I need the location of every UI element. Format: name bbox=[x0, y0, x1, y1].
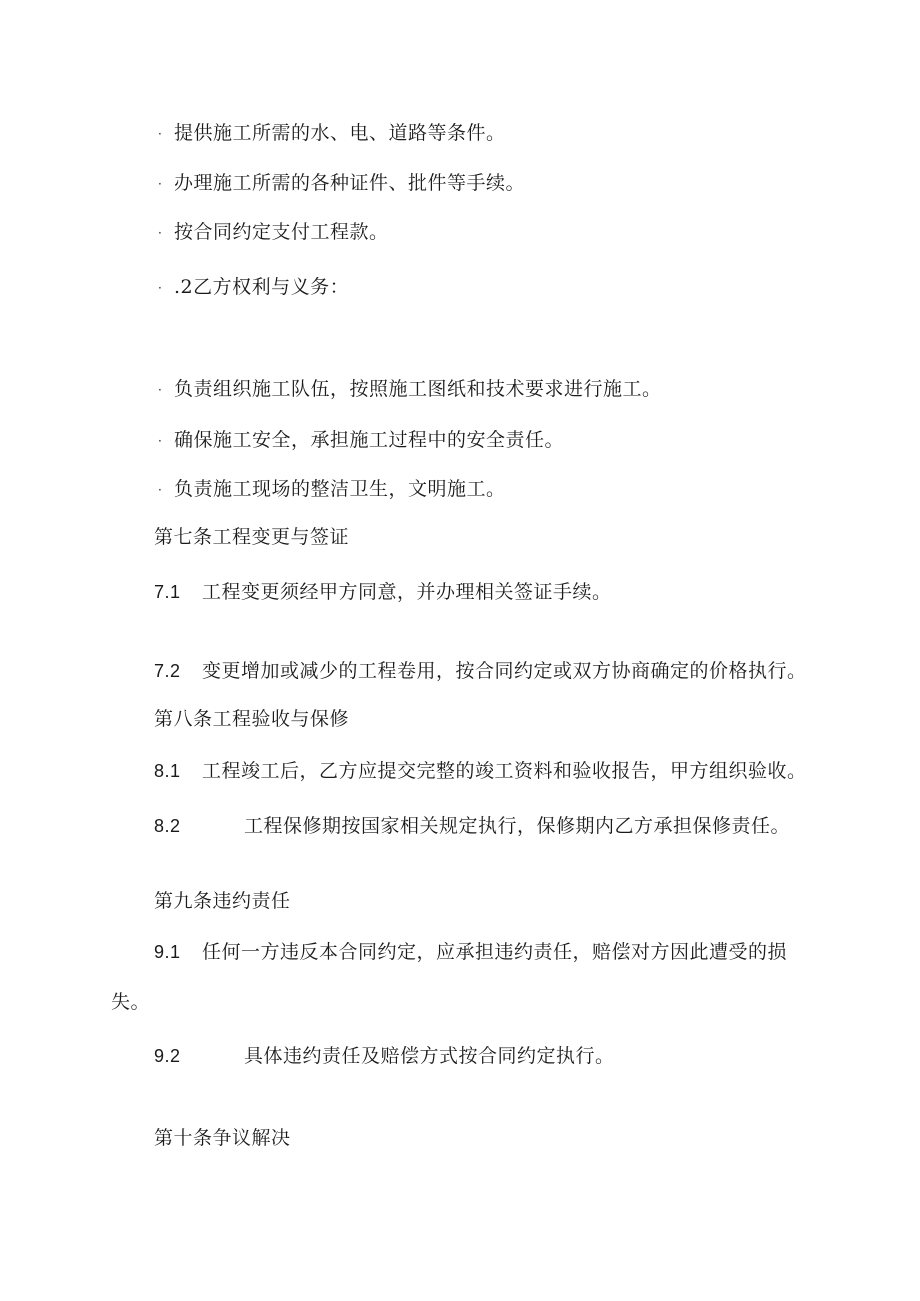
bullet-icon: · bbox=[158, 281, 163, 295]
clause-number: 9.1 bbox=[154, 942, 181, 962]
clause-8-1 bbox=[154, 758, 807, 784]
clause-text: 工程竣工后，乙方应提交完整的竣工资料和验收报告，甲方组织验收。 bbox=[202, 760, 807, 782]
bullet-icon: · bbox=[158, 483, 163, 497]
clause-text: 具体违约责任及赔偿方式按合同约定执行。 bbox=[244, 1045, 615, 1067]
list-item bbox=[158, 170, 525, 197]
list-item-text: 提供施工所需的水、电、道路等条件。 bbox=[174, 122, 506, 144]
list-item bbox=[158, 274, 349, 301]
list-item bbox=[158, 476, 506, 503]
clause-number: 7.2 bbox=[154, 661, 181, 681]
clause-number: 7.1 bbox=[154, 582, 181, 602]
clause-9-1-continuation: 失。 bbox=[111, 991, 151, 1013]
list-item-text: 办理施工所需的各种证件、批件等手续。 bbox=[174, 172, 526, 194]
clause-number: 8.2 bbox=[154, 816, 181, 836]
bullet-icon: · bbox=[158, 383, 163, 397]
clause-text: 任何一方违反本合同约定，应承担违约责任，赔偿对方因此遭受的损 bbox=[202, 941, 788, 963]
article-9-title: 第九条违约责任 bbox=[154, 890, 291, 912]
bullet-icon: · bbox=[158, 177, 163, 191]
clause-9-1 bbox=[154, 939, 787, 965]
list-item-text: 确保施工安全，承担施工过程中的安全责任。 bbox=[174, 429, 565, 451]
list-item-text: .2乙方权利与义务： bbox=[174, 276, 350, 298]
clause-9-2 bbox=[154, 1043, 615, 1069]
clause-number: 8.1 bbox=[154, 761, 181, 781]
article-7-title: 第七条工程变更与签证 bbox=[154, 526, 350, 548]
clause-text: 工程保修期按国家相关规定执行，保修期内乙方承担保修责任。 bbox=[244, 815, 791, 837]
clause-7-2 bbox=[154, 658, 807, 684]
list-item bbox=[158, 219, 389, 246]
article-8-title: 第八条工程验收与保修 bbox=[154, 708, 350, 730]
list-item-text: 按合同约定支付工程款。 bbox=[174, 221, 389, 243]
article-10-title: 第十条争议解决 bbox=[154, 1127, 291, 1149]
bullet-icon: · bbox=[158, 434, 163, 448]
clause-text: 变更增加或减少的工程卷用，按合同约定或双方协商确定的价格执行。 bbox=[202, 660, 807, 682]
list-item bbox=[158, 427, 564, 454]
list-item-text: 负责施工现场的整洁卫生，文明施工。 bbox=[174, 478, 506, 500]
list-item-text: 负责组织施工队伍，按照施工图纸和技术要求进行施工。 bbox=[174, 378, 662, 400]
clause-number: 9.2 bbox=[154, 1046, 181, 1066]
clause-7-1 bbox=[154, 579, 612, 605]
list-item bbox=[158, 376, 662, 403]
bullet-icon: · bbox=[158, 127, 163, 141]
bullet-icon: · bbox=[158, 226, 163, 240]
list-item bbox=[158, 120, 506, 147]
clause-8-2 bbox=[154, 813, 790, 839]
clause-text: 工程变更须经甲方同意，并办理相关签证手续。 bbox=[202, 581, 612, 603]
